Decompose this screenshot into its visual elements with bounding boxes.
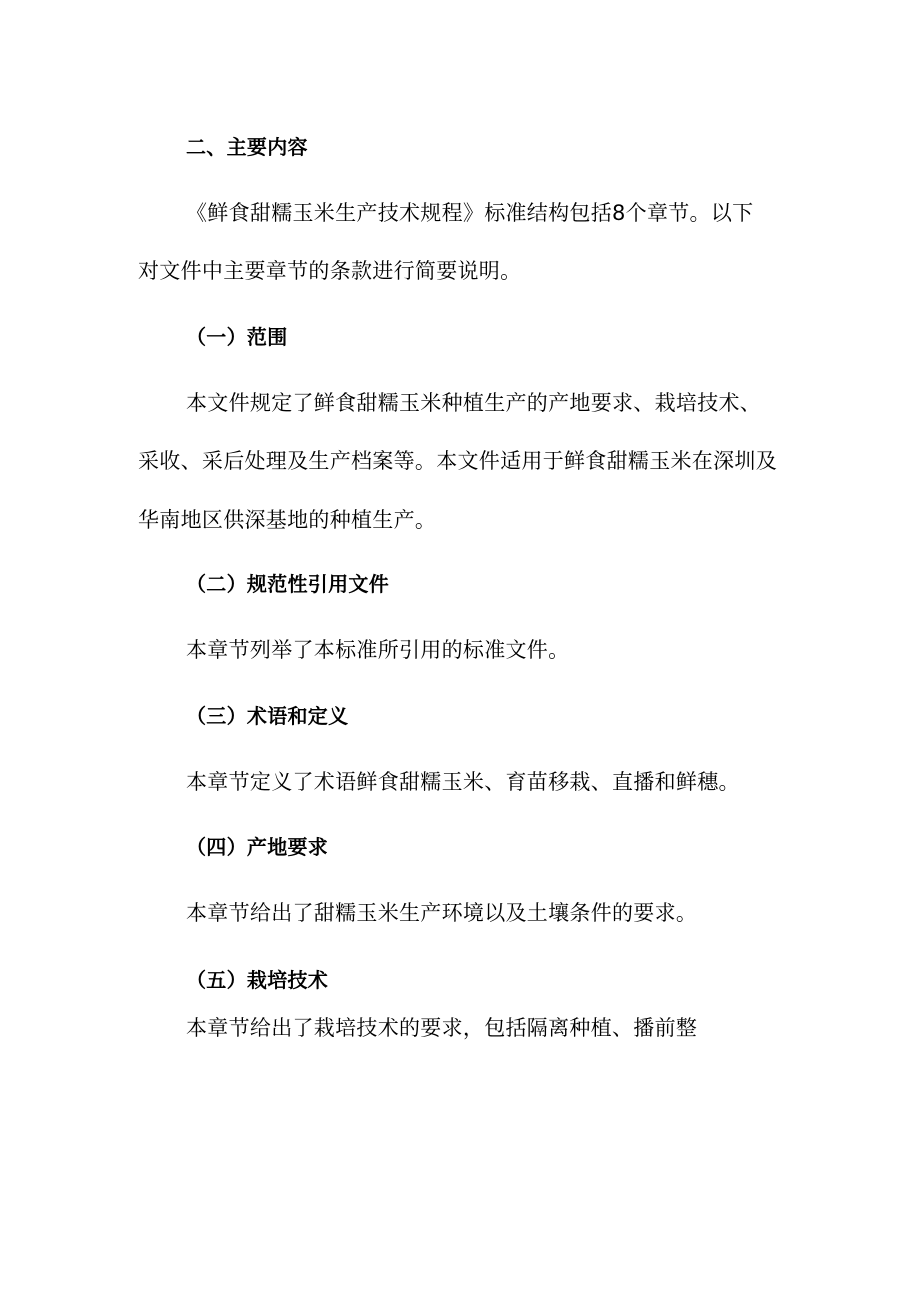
intro-line-1: 《鲜食甜糯玉米生产技术规程》标准结构包括8个章节。以下 (186, 201, 754, 225)
heading-terms-definitions: （三）术语和定义 (186, 704, 349, 728)
cultivation-line-1: 本章节给出了栽培技术的要求，包括隔离种植、播前整 (186, 1016, 698, 1040)
section-title: 二、主要内容 (186, 135, 308, 159)
production-area-line-1: 本章节给出了甜糯玉米生产环境以及土壤条件的要求。 (186, 901, 698, 925)
heading-cultivation: （五）栽培技术 (186, 968, 329, 992)
scope-line-1: 本文件规定了鲜食甜糯玉米种植生产的产地要求、栽培技术、 (186, 391, 762, 415)
terms-definitions-line-1: 本章节定义了术语鲜食甜糯玉米、育苗移栽、直播和鲜穗。 (186, 770, 740, 794)
intro-line-2: 对文件中主要章节的条款进行简要说明。 (138, 259, 522, 283)
heading-scope: （一）范围 (186, 325, 288, 349)
scope-line-2: 采收、采后处理及生产档案等。本文件适用于鲜食甜糯玉米在深圳及 (138, 449, 777, 473)
heading-normative-references: （二）规范性引用文件 (186, 572, 389, 596)
scope-line-3: 华南地区供深基地的种植生产。 (138, 508, 437, 532)
normative-references-line-1: 本章节列举了本标准所引用的标准文件。 (186, 638, 570, 662)
heading-production-area: （四）产地要求 (186, 835, 329, 859)
